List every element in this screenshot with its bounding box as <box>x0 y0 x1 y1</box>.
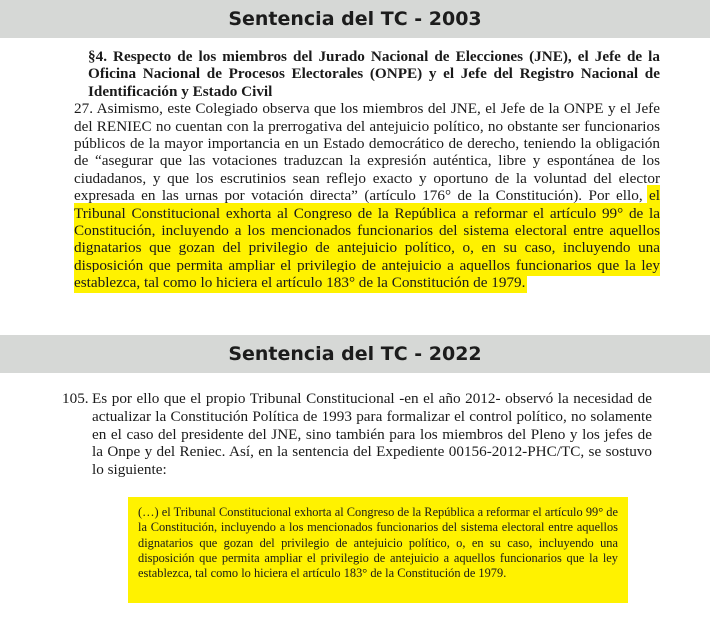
section-heading: §4. Respecto de los miembros del Jurado Nacional de Elecciones (JNE), el Jefe de la Oficina Nacional de Procesos Electorales (ONPE) y el Jefe del Registro Nacional de Identificación y Estado Civil <box>88 48 660 100</box>
section-title-2022: Sentencia del TC - 2022 <box>0 335 710 373</box>
excerpt-2003 <box>74 48 660 292</box>
paragraph-text: Asimismo, este Colegiado observa que los miembros del JNE, el Jefe de la ONPE y el Jefe del RENIEC no cuentan con la prerrogativa del antejuicio político, no obstante ser funcionarios públicos de la mayor importancia en un Estado democrático de derecho, teniendo la obligación de “asegurar que las votaciones traduzcan la expresión auténtica, libre y espontánea de los ciudadanos, y que los escrutinios sean reflejo exacto y oportuno de la voluntad del elector expresada en las urnas por votación directa” (artículo 176° de la Constitución). Por ello, <box>74 100 660 205</box>
paragraph-number: 27. <box>74 100 93 118</box>
paragraph-105 <box>62 390 652 479</box>
paragraph-number: 105. <box>62 390 89 407</box>
section-title-2003: Sentencia del TC - 2003 <box>0 0 710 38</box>
paragraph-text: Es por ello que el propio Tribunal Constitucional -en el año 2012- observó la necesidad de actualizar la Constitución Política de 1993 para formalizar el control político, no solamente en el caso del presidente del JNE, sino también para los miembros del Pleno y los jefes de la Onpe y del Reniec. Así, en la sentencia del Expediente 00156-2012-PHC/TC, se sostuvo lo siguiente: <box>92 390 652 479</box>
quoted-exhortation: (…) el Tribunal Constitucional exhorta al Congreso de la República a reformar el artículo 99° de la Constitución, incluyendo a los mencionados funcionarios del sistema electoral entre aquellos dignatarios que gozan del privilegio de antejuicio político, o, en su caso, incluyendo una disposición que permita ampliar el privilegio de antejuicio a aquellos funcionarios que la ley establezca, tal como lo hiciera el artículo 183° de la Constitución de 1979. <box>128 497 628 603</box>
highlighted-exhortation: el Tribunal Constitucional exhorta al Congreso de la República a reformar el artículo 99° de la Constitución, incluyendo a los mencionados funcionarios del sistema electoral entre aquellos dignatarios que gozan del privilegio de antejuicio político, o, en su caso, incluyendo una disposición que permita ampliar el privilegio de antejuicio a aquellos funcionarios que la ley establezca, tal como lo hiciera el artículo 183° de la Constitución de 1979. <box>74 187 660 292</box>
paragraph-27 <box>74 100 660 291</box>
